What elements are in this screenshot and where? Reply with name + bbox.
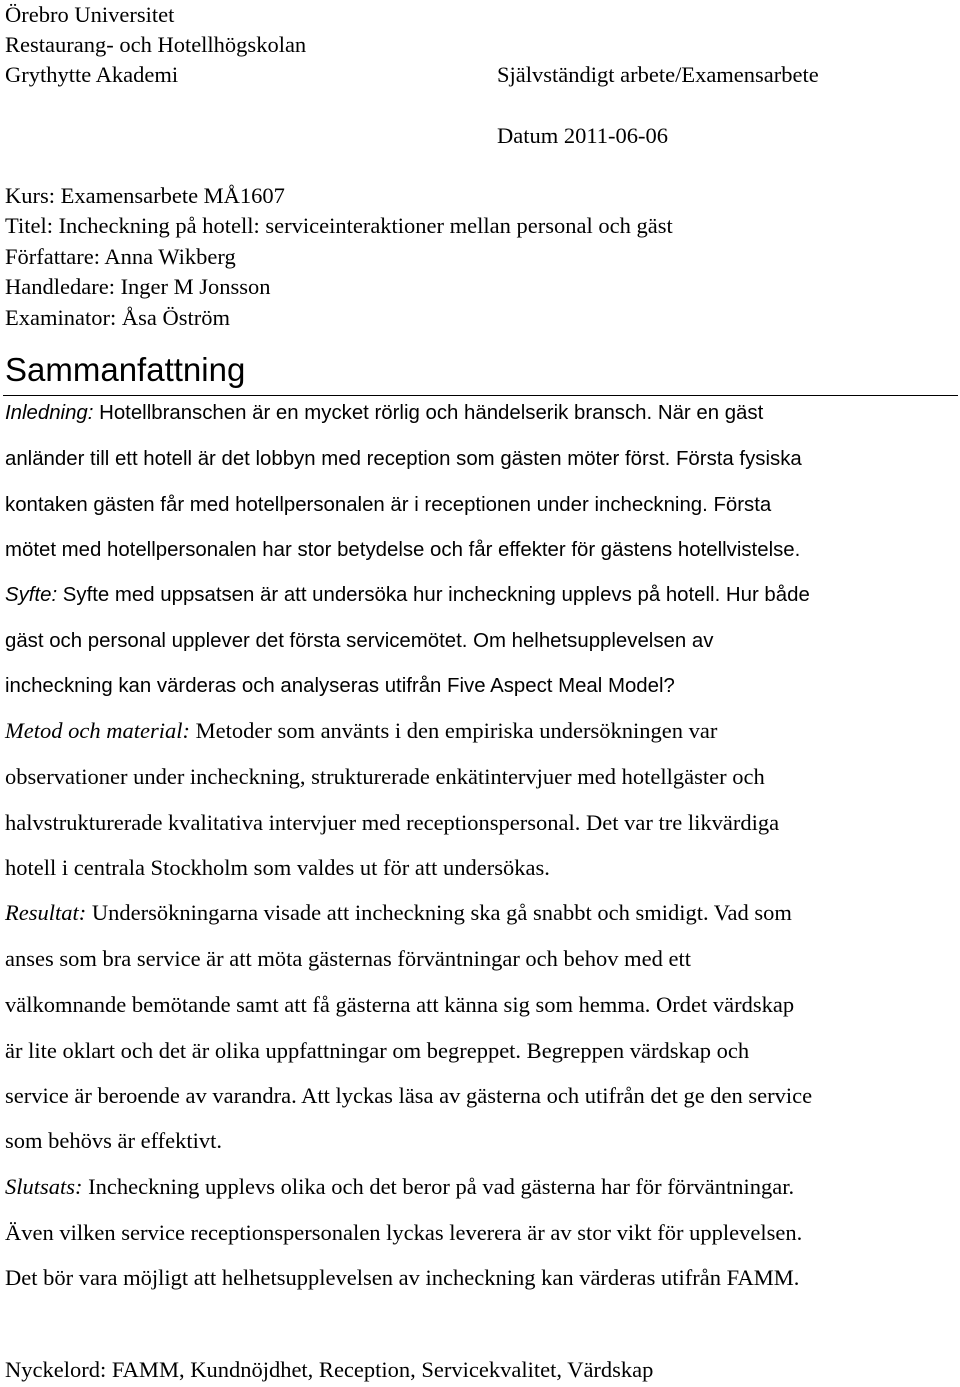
resultat-text-1: Undersökningarna visade att incheckning ska gå snabbt och smidigt. Vad som [86,900,792,925]
resultat-line-1 [5,898,792,928]
author-line: Författare: Anna Wikberg [5,244,236,269]
document-date: Datum 2011-06-06 [497,123,669,148]
syfte-line-2: gäst och personal upplever det första servicemötet. Om helhetsupplevelsen av [5,630,714,652]
slutsats-label: Slutsats: [5,1174,83,1199]
examiner-line: Examinator: Åsa Öström [5,305,230,330]
slutsats-line-1 [5,1172,794,1202]
syfte-label: Syfte: [5,584,58,606]
inledning-line-1 [5,398,763,428]
resultat-line-5: service är beroende av varandra. Att lyckas läsa av gästerna och utifrån det ge den service [5,1083,813,1108]
resultat-line-3: välkomnande bemötande samt att få gästerna att känna sig som hemma. Ordet värdskap [5,992,795,1017]
university-name: Örebro Universitet [5,2,175,27]
slutsats-line-2: Även vilken service receptionspersonalen lyckas leverera är av stor vikt för upplevelsen. [5,1220,803,1245]
syfte-line-3: incheckning kan värderas och analyseras utifrån Five Aspect Meal Model? [5,675,675,697]
heading-rule [3,395,958,396]
school-name: Restaurang- och Hotellhögskolan [5,32,307,57]
inledning-line-4: mötet med hotellpersonalen har stor betydelse och får effekter för gästens hotellvistelse. [5,539,801,561]
resultat-line-2: anses som bra service är att möta gästernas förväntningar och behov med ett [5,946,692,971]
thesis-type: Självständigt arbete/Examensarbete [497,62,819,87]
syfte-line-1 [5,580,810,610]
inledning-text-1: Hotellbranschen är en mycket rörlig och händelserik bransch. När en gäst [93,402,764,424]
title-line: Titel: Incheckning på hotell: serviceinteraktioner mellan personal och gäst [5,213,673,238]
resultat-label: Resultat: [5,900,87,925]
academy-name: Grythytte Akademi [5,62,179,87]
syfte-text-1: Syfte med uppsatsen är att undersöka hur incheckning upplevs på hotell. Hur både [57,584,810,606]
summary-heading: Sammanfattning [5,351,246,388]
metod-line-4: hotell i centrala Stockholm som valdes ut för att undersökas. [5,855,550,880]
metod-line-3: halvstrukturerade kvalitativa intervjuer med receptionspersonal. Det var tre likvärdiga [5,810,780,835]
resultat-line-6: som behövs är effektivt. [5,1128,223,1153]
metod-label: Metod och material: [5,718,190,743]
slutsats-line-3: Det bör vara möjligt att helhetsupplevelsen av incheckning kan värderas utifrån FAMM. [5,1265,800,1290]
metod-line-2: observationer under incheckning, strukturerade enkätintervjuer med hotellgäster och [5,764,765,789]
slutsats-text-1: Incheckning upplevs olika och det beror på vad gästerna har för förväntningar. [82,1174,795,1199]
resultat-line-4: är lite oklart och det är olika uppfattningar om begreppet. Begreppen värdskap och [5,1038,750,1063]
metod-text-1: Metoder som använts i den empiriska undersökningen var [189,718,718,743]
course-line: Kurs: Examensarbete MÅ1607 [5,183,285,208]
keywords-line: Nyckelord: FAMM, Kundnöjdhet, Reception, Servicekvalitet, Värdskap [5,1357,654,1382]
supervisor-line: Handledare: Inger M Jonsson [5,274,271,299]
inledning-line-3: kontaken gästen får med hotellpersonalen är i receptionen under incheckning. Första [5,494,772,516]
inledning-line-2: anländer till ett hotell är det lobbyn med reception som gästen möter först. Första fysiska [5,448,802,470]
metod-line-1 [5,716,717,746]
inledning-label: Inledning: [5,402,94,424]
